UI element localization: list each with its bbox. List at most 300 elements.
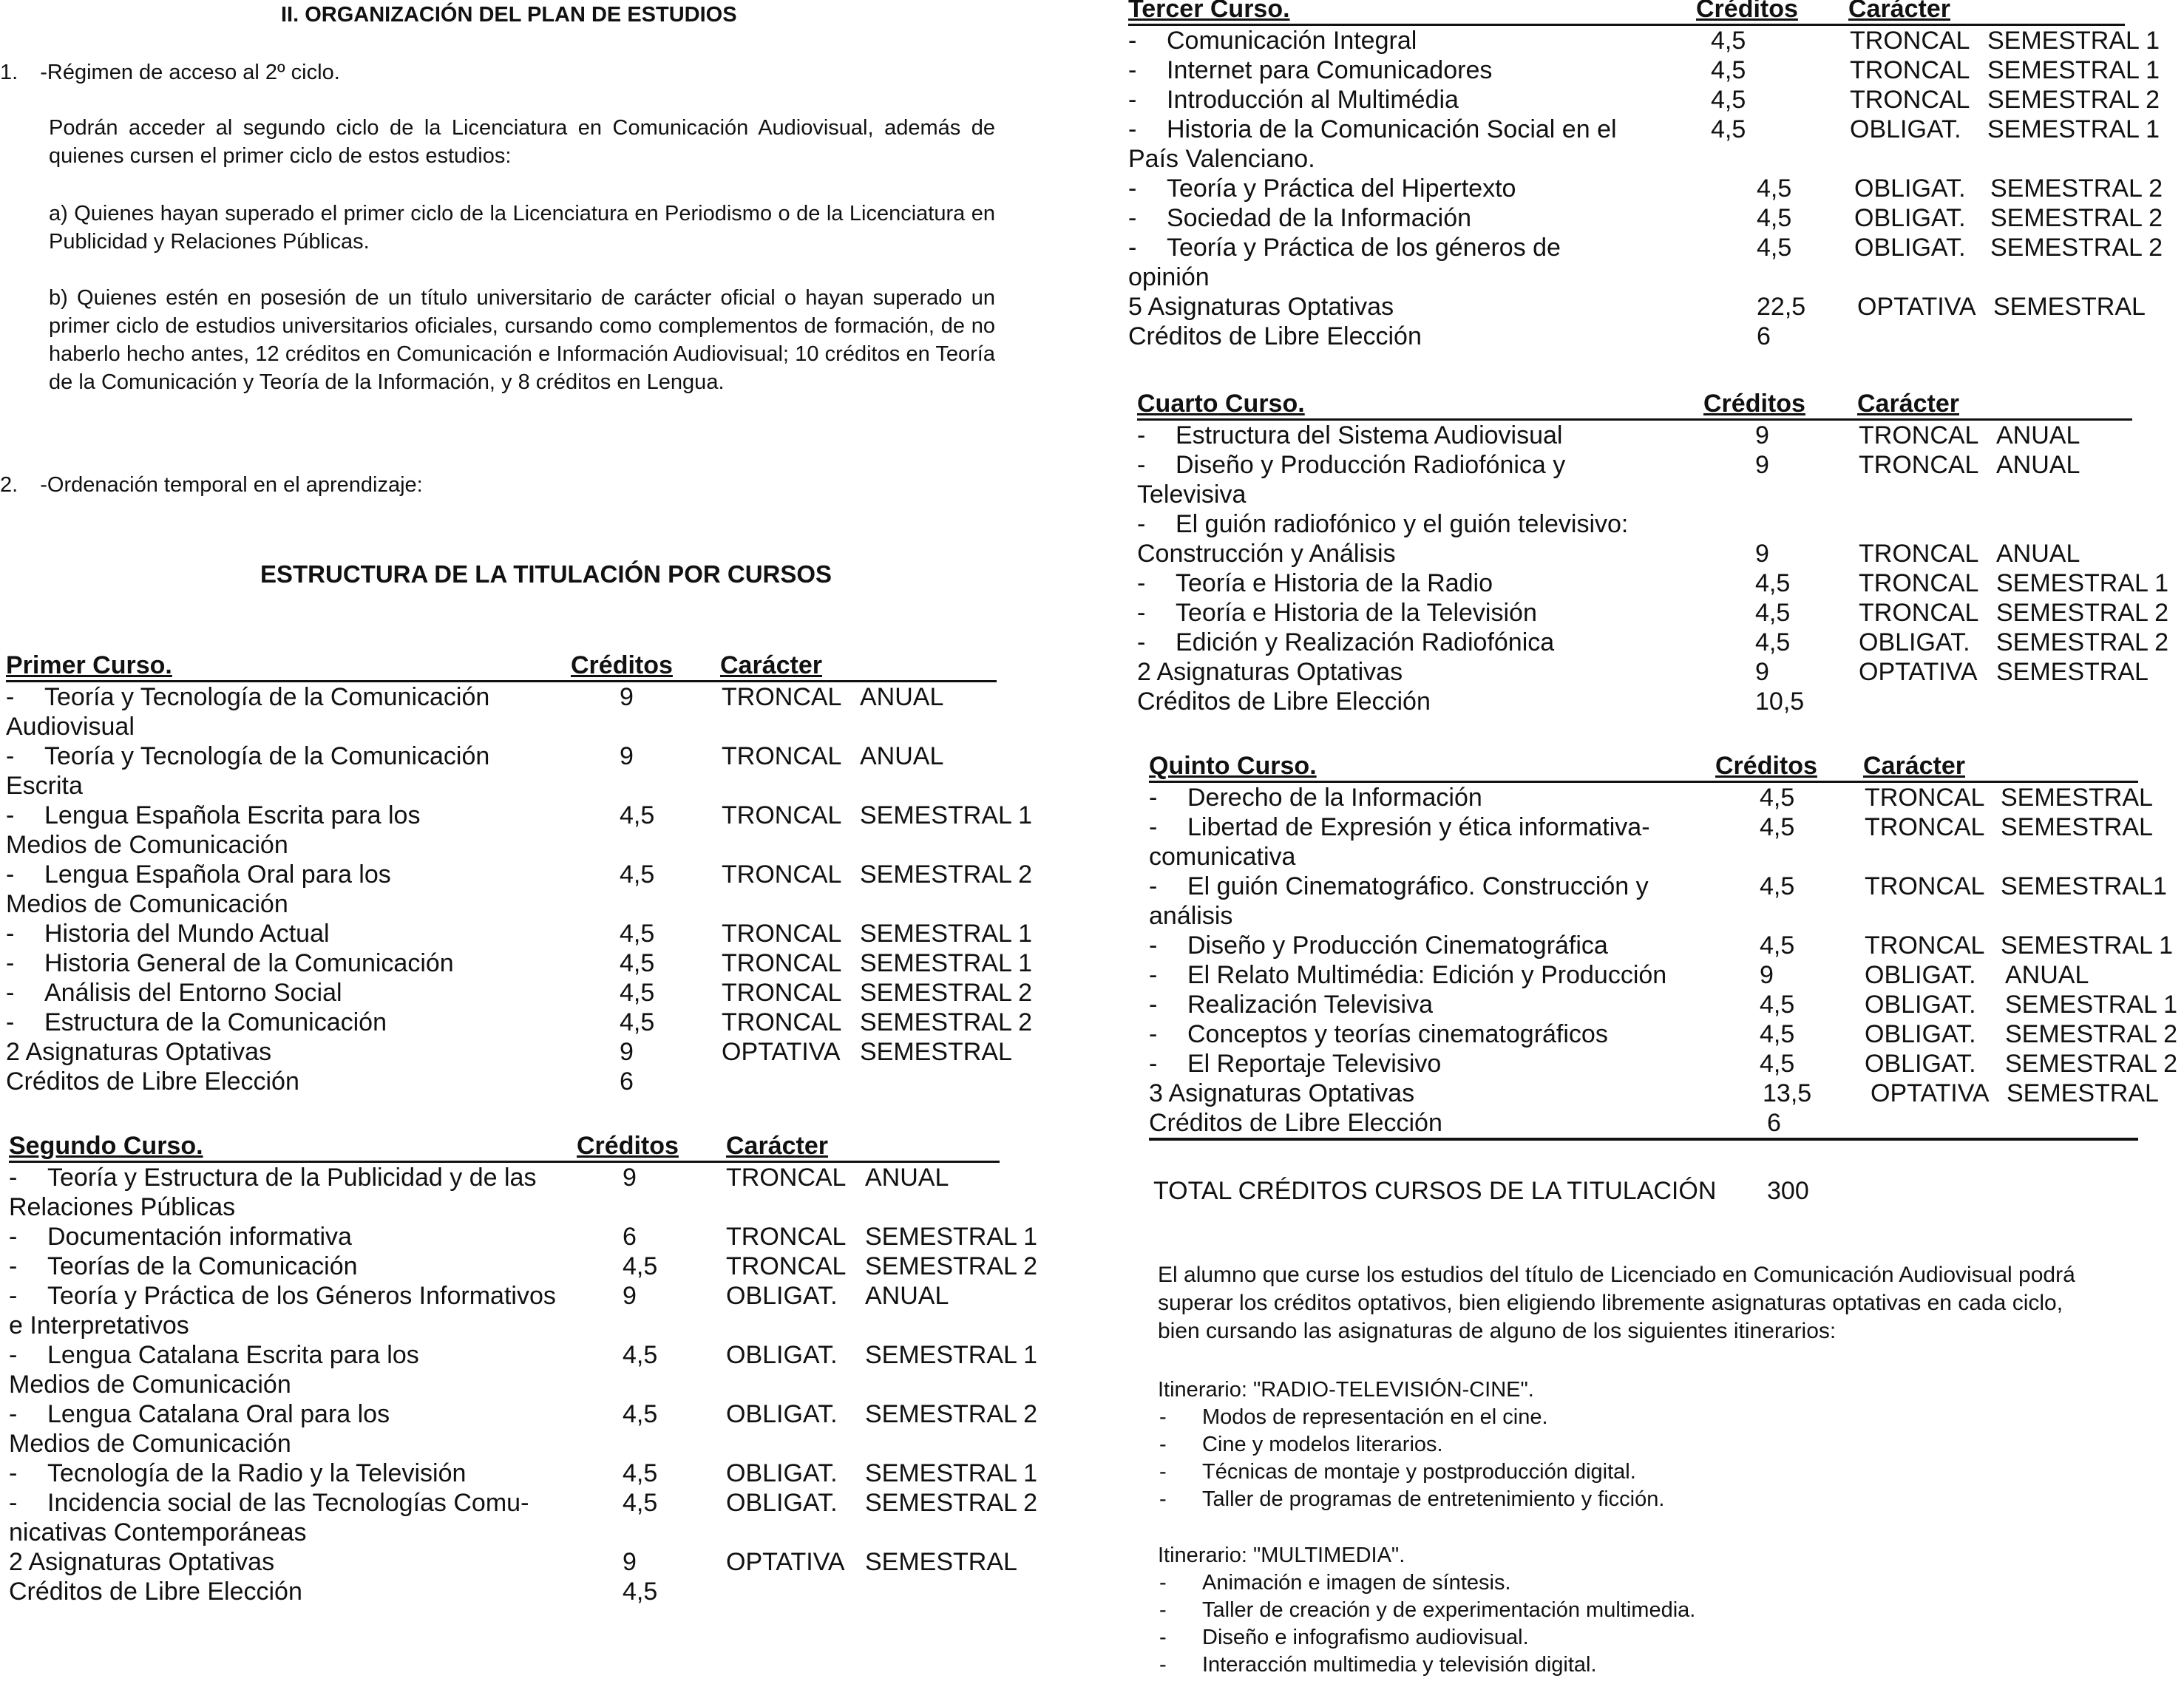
character-header: Carácter <box>1857 390 1959 418</box>
subject-name: Créditos de Libre Elección <box>1128 322 1422 350</box>
row-dash: - <box>9 1282 18 1310</box>
subject-name: Historia del Mundo Actual <box>44 920 330 948</box>
course-row <box>6 741 997 801</box>
course-title: Primer Curso. <box>6 651 172 679</box>
subject-credits: 4,5 <box>1711 115 1746 143</box>
subject-credits: 4,5 <box>620 1008 655 1036</box>
subject-credits: 10,5 <box>1755 687 1805 716</box>
subject-name: 5 Asignaturas Optativas <box>1128 293 1394 321</box>
credits-header: Créditos <box>1703 390 1805 418</box>
subject-name: El guión Cinematográfico. Construcción y <box>1187 872 1649 900</box>
subject-name: Lengua Catalana Oral para los <box>47 1400 390 1428</box>
course-fifth <box>1149 751 2178 1141</box>
subject-character: TRONCAL <box>722 920 842 948</box>
subject-name: El Relato Multimédia: Edición y Producción <box>1187 961 1667 989</box>
course-row <box>1149 990 2178 1019</box>
subject-character: TRONCAL <box>722 949 842 977</box>
course-row <box>1149 1019 2178 1049</box>
item-label: -Régimen de acceso al 2º ciclo. <box>40 61 340 84</box>
course-header <box>1128 0 2125 26</box>
item-number: 2. <box>0 473 18 497</box>
subject-character: TRONCAL <box>1865 931 1985 960</box>
subject-name: Estructura del Sistema Audiovisual <box>1176 421 1563 449</box>
course-row <box>6 948 1033 978</box>
row-dash: - <box>6 979 15 1007</box>
subject-character: OBLIGAT. <box>726 1400 838 1428</box>
subject-name: Conceptos y teorías cinematográficos <box>1187 1020 1608 1048</box>
row-dash: - <box>6 742 15 770</box>
subject-name: Tecnología de la Radio y la Televisión <box>47 1459 467 1487</box>
row-dash: - <box>6 683 15 711</box>
course-row <box>1128 174 2163 203</box>
subject-character: TRONCAL <box>1859 540 1979 568</box>
course-row <box>1128 115 2160 174</box>
subject-character: OBLIGAT. <box>726 1341 838 1369</box>
subject-name: El guión radiofónico y el guión televisivo: <box>1176 510 1629 538</box>
row-dash: - <box>6 801 15 829</box>
itinerary-item: - Taller de programas de entretenimiento y ficción. <box>1158 1486 1664 1513</box>
row-dash: - <box>1137 599 1146 627</box>
row-dash: - <box>9 1252 18 1280</box>
subject-character: TRONCAL <box>1850 56 1970 84</box>
subject-name: 2 Asignaturas Optativas <box>9 1548 275 1576</box>
subject-credits: 4,5 <box>1755 599 1791 627</box>
subject-name: Créditos de Libre Elección <box>6 1067 299 1096</box>
subject-duration: ANUAL <box>2005 961 2089 989</box>
course-row <box>1128 26 2160 55</box>
subject-duration: SEMESTRAL <box>865 1548 1017 1576</box>
subject-name-cont: análisis <box>1149 902 1233 930</box>
row-dash: - <box>1149 1050 1158 1078</box>
row-dash: - <box>1128 115 1137 143</box>
subject-character: TRONCAL <box>726 1164 847 1192</box>
credits-header: Créditos <box>571 651 673 679</box>
subject-duration: SEMESTRAL <box>1996 658 2149 686</box>
course-row <box>9 1252 1038 1281</box>
subject-name: 2 Asignaturas Optativas <box>1137 658 1403 686</box>
subject-name: Teoría e Historia de la Radio <box>1176 569 1493 597</box>
subject-duration: SEMESTRAL 1 <box>2001 931 2174 960</box>
credits-header: Créditos <box>577 1132 679 1160</box>
subject-character: OBLIGAT. <box>1865 991 1976 1019</box>
course-row <box>9 1399 1038 1459</box>
itinerary-item: - Interacción multimedia y televisión digital. <box>1158 1651 1695 1679</box>
character-header: Carácter <box>1848 0 1950 23</box>
subject-character: OPTATIVA <box>1871 1079 1990 1107</box>
subject-duration: SEMESTRAL1 <box>2001 872 2167 900</box>
subject-credits: 9 <box>623 1548 637 1576</box>
row-dash: - <box>1128 174 1137 203</box>
subject-character: TRONCAL <box>722 742 842 770</box>
item-label: -Ordenación temporal en el aprendizaje: <box>40 473 423 497</box>
subject-character: TRONCAL <box>722 860 842 889</box>
subject-credits: 6 <box>1767 1109 1781 1137</box>
subject-credits: 9 <box>1755 451 1769 479</box>
itinerary-item: - Cine y modelos literarios. <box>1158 1431 1664 1459</box>
subject-character: TRONCAL <box>1859 451 1979 479</box>
subject-name-cont: Medios de Comunicación <box>6 890 288 918</box>
subject-credits: 4,5 <box>1760 784 1795 812</box>
course-third <box>1128 0 2163 351</box>
course-row <box>9 1163 1000 1222</box>
course-row <box>9 1459 1038 1488</box>
itinerary-title: Itinerario: "RADIO-TELEVISIÓN-CINE". <box>1158 1378 1534 1402</box>
subject-character: TRONCAL <box>1859 599 1979 627</box>
course-row <box>1137 568 2169 598</box>
subject-duration: ANUAL <box>865 1282 949 1310</box>
access-regime-item <box>0 61 340 85</box>
subject-duration: ANUAL <box>865 1164 949 1192</box>
subject-credits: 4,5 <box>1711 86 1746 114</box>
subject-name-cont: Televisiva <box>1137 481 1247 509</box>
subject-name: Teoría y Práctica de los géneros de <box>1167 234 1561 262</box>
subject-duration: SEMESTRAL 2 <box>1990 234 2163 262</box>
course-header <box>1149 751 2138 783</box>
subject-name-cont: nicativas Contemporáneas <box>9 1518 307 1547</box>
subject-name: El Reportaje Televisivo <box>1187 1050 1442 1078</box>
row-dash: - <box>1128 27 1137 55</box>
subject-character: TRONCAL <box>726 1223 847 1251</box>
subject-credits: 9 <box>623 1282 637 1310</box>
subject-duration: SEMESTRAL 1 <box>1987 27 2160 55</box>
subject-name: Sociedad de la Información <box>1167 204 1472 232</box>
course-row <box>1137 598 2169 628</box>
subject-duration: SEMESTRAL 2 <box>860 860 1033 889</box>
subject-duration: SEMESTRAL 2 <box>865 1400 1038 1428</box>
subject-name: Realización Televisiva <box>1187 991 1433 1019</box>
subject-credits: 9 <box>623 1164 637 1192</box>
subject-credits: 6 <box>1757 322 1771 350</box>
row-dash: - <box>6 920 15 948</box>
access-paragraph-a: a) Quienes hayan superado el primer ciclo de la Licenciatura en Periodismo o de la Licenciatura en Publicidad y Relaciones Públicas. <box>49 202 995 254</box>
course-row <box>6 801 1033 860</box>
course-row <box>9 1340 1038 1399</box>
subject-duration: SEMESTRAL 2 <box>1996 628 2169 656</box>
subject-duration: SEMESTRAL 1 <box>860 920 1033 948</box>
subject-credits: 4,5 <box>1757 234 1792 262</box>
optional-line: El alumno que curse los estudios del título de Licenciado en Comunicación Audiovisual podrá <box>1158 1263 2075 1287</box>
itinerary-list <box>1158 1404 1664 1513</box>
subject-name: Edición y Realización Radiofónica <box>1176 628 1555 656</box>
subject-credits: 9 <box>1760 961 1774 989</box>
subject-character: TRONCAL <box>722 1008 842 1036</box>
subject-credits: 9 <box>1755 540 1769 568</box>
character-header: Carácter <box>726 1132 828 1160</box>
course-row <box>1149 960 2138 990</box>
row-dash: - <box>1149 784 1158 812</box>
subject-name-cont: comunicativa <box>1149 843 1296 871</box>
subject-duration: SEMESTRAL 2 <box>865 1252 1038 1280</box>
subject-credits: 9 <box>1755 658 1769 686</box>
subject-character: TRONCAL <box>726 1252 847 1280</box>
course-row <box>6 860 1033 919</box>
subject-name: Comunicación Integral <box>1167 27 1417 55</box>
row-dash: - <box>1149 872 1158 900</box>
subject-name-cont: Medios de Comunicación <box>6 831 288 859</box>
row-dash: - <box>1128 204 1137 232</box>
itinerary-item: - Taller de creación y de experimentación multimedia. <box>1158 1597 1695 1624</box>
subject-name-cont: Audiovisual <box>6 713 135 741</box>
subject-duration: ANUAL <box>1996 451 2080 479</box>
item-number: 1. <box>0 61 18 84</box>
course-title: Quinto Curso. <box>1149 752 1317 780</box>
subject-character: TRONCAL <box>722 979 842 1007</box>
subject-duration: SEMESTRAL 1 <box>865 1341 1038 1369</box>
row-dash: - <box>1149 1020 1158 1048</box>
subject-name-cont: Escrita <box>6 772 83 800</box>
subject-character: OPTATIVA <box>722 1038 841 1066</box>
subject-name: Lengua Catalana Escrita para los <box>47 1341 419 1369</box>
course-row <box>1137 509 2132 568</box>
subject-character: OPTATIVA <box>1857 293 1976 321</box>
subject-duration: SEMESTRAL 1 <box>860 801 1033 829</box>
subject-duration: SEMESTRAL 1 <box>865 1223 1038 1251</box>
subject-name: Teoría y Práctica de los Géneros Informativos <box>47 1282 556 1310</box>
subject-character: OPTATIVA <box>1859 658 1978 686</box>
subject-duration: SEMESTRAL 1 <box>1987 115 2160 143</box>
itinerary-list <box>1158 1569 1695 1679</box>
subject-name: Derecho de la Información <box>1187 784 1482 812</box>
itinerary-radio-tv-cine <box>1158 1376 1664 1513</box>
course-row <box>9 1281 1000 1340</box>
subject-credits: 4,5 <box>1755 628 1791 656</box>
course-header <box>6 651 997 682</box>
temporal-order-item <box>0 473 423 498</box>
subject-name: Incidencia social de las Tecnologías Comu- <box>47 1489 529 1517</box>
course-row <box>1149 872 2167 931</box>
itinerary-item: - Técnicas de montaje y postproducción digital. <box>1158 1459 1664 1486</box>
subject-credits: 4,5 <box>1760 931 1795 960</box>
subject-duration: ANUAL <box>860 683 944 711</box>
subject-duration: SEMESTRAL 2 <box>860 979 1033 1007</box>
itinerary-title: Itinerario: "MULTIMEDIA". <box>1158 1544 1405 1567</box>
course-row <box>1149 783 2153 812</box>
subject-credits: 4,5 <box>623 1578 658 1606</box>
itinerary-item: - Modos de representación en el cine. <box>1158 1404 1664 1431</box>
course-first <box>6 651 1033 1096</box>
row-dash: - <box>9 1164 18 1192</box>
subject-credits: 9 <box>1755 421 1769 449</box>
subject-credits: 4,5 <box>1760 1020 1795 1048</box>
character-header: Carácter <box>1863 752 1965 780</box>
course-row <box>1128 233 2163 292</box>
subject-credits: 9 <box>620 742 634 770</box>
subject-character: OBLIGAT. <box>1854 234 1966 262</box>
course-row <box>9 1222 1038 1252</box>
subject-credits: 9 <box>620 683 634 711</box>
course-row <box>6 1067 997 1096</box>
course-row <box>1128 55 2160 85</box>
course-row <box>1137 628 2169 657</box>
subject-character: OBLIGAT. <box>1865 1050 1976 1078</box>
subject-name: Estructura de la Comunicación <box>44 1008 387 1036</box>
course-row <box>6 1008 1033 1037</box>
subject-character: TRONCAL <box>722 801 842 829</box>
subject-name: Libertad de Expresión y ética informativa- <box>1187 813 1650 841</box>
subject-name-cont: Medios de Comunicación <box>9 1430 291 1458</box>
row-dash: - <box>1149 991 1158 1019</box>
itinerary-item: - Diseño e infografismo audiovisual. <box>1158 1624 1695 1651</box>
subject-credits: 4,5 <box>620 949 655 977</box>
row-dash: - <box>1137 421 1146 449</box>
subject-duration: ANUAL <box>1996 421 2080 449</box>
course-fourth <box>1137 389 2169 716</box>
subject-character: OBLIGAT. <box>1865 961 1976 989</box>
subject-duration: SEMESTRAL 2 <box>2005 1020 2178 1048</box>
subject-name-cont: Construcción y Análisis <box>1137 540 1396 568</box>
total-value: 300 <box>1767 1177 1809 1205</box>
subject-name-cont: País Valenciano. <box>1128 145 1315 173</box>
subject-credits: 4,5 <box>623 1489 658 1517</box>
subject-character: OBLIGAT. <box>1854 174 1966 203</box>
subject-name-cont: opinión <box>1128 263 1210 291</box>
course-row <box>6 682 997 741</box>
row-dash: - <box>1137 628 1146 656</box>
subject-credits: 4,5 <box>623 1459 658 1487</box>
subject-character: OBLIGAT. <box>726 1459 838 1487</box>
subject-name-cont: e Interpretativos <box>9 1311 189 1340</box>
subject-credits: 4,5 <box>1757 174 1792 203</box>
course-row <box>6 919 1033 948</box>
subject-credits: 6 <box>623 1223 637 1251</box>
subject-character: OBLIGAT. <box>1850 115 1961 143</box>
subject-credits: 22,5 <box>1757 293 1806 321</box>
subject-character: TRONCAL <box>722 683 842 711</box>
course-row <box>1128 203 2163 233</box>
course-row <box>1149 931 2174 960</box>
subject-duration: SEMESTRAL 2 <box>860 1008 1033 1036</box>
subject-credits: 4,5 <box>1760 813 1795 841</box>
subject-credits: 9 <box>620 1038 634 1066</box>
course-header <box>9 1131 1000 1163</box>
itinerary-item: - Animación e imagen de síntesis. <box>1158 1569 1695 1597</box>
itinerary-multimedia <box>1158 1542 1695 1679</box>
course-row <box>1149 812 2153 872</box>
course-row <box>1137 657 2149 687</box>
subject-name: Diseño y Producción Radiofónica y <box>1176 451 1566 479</box>
subject-duration: SEMESTRAL 1 <box>860 949 1033 977</box>
subject-duration: SEMESTRAL 1 <box>865 1459 1038 1487</box>
row-dash: - <box>1137 569 1146 597</box>
subject-credits: 4,5 <box>623 1252 658 1280</box>
course-row <box>9 1547 1017 1577</box>
subject-character: OPTATIVA <box>726 1548 845 1576</box>
subject-character: TRONCAL <box>1850 86 1970 114</box>
subject-character: TRONCAL <box>1865 813 1985 841</box>
subject-duration: ANUAL <box>1996 540 2080 568</box>
subject-character: TRONCAL <box>1850 27 1970 55</box>
subject-name: Documentación informativa <box>47 1223 352 1251</box>
subject-credits: 4,5 <box>1755 569 1791 597</box>
subject-character: TRONCAL <box>1865 872 1985 900</box>
section-title: II. ORGANIZACIÓN DEL PLAN DE ESTUDIOS <box>281 3 737 27</box>
subject-character: OBLIGAT. <box>726 1489 838 1517</box>
optional-line: bien cursando las asignaturas de alguno de los siguientes itinerarios: <box>1158 1319 1837 1343</box>
subject-credits: 4,5 <box>1711 27 1746 55</box>
access-paragraph: Podrán acceder al segundo ciclo de la Licenciatura en Comunicación Audiovisual, además de quienes cursen el primer ciclo de estos estudios: <box>49 116 995 168</box>
optional-line: superar los créditos optativos, bien eligiendo libremente asignaturas optativas en cada ciclo, <box>1158 1291 2063 1315</box>
subject-duration: SEMESTRAL 1 <box>1987 56 2160 84</box>
row-dash: - <box>1128 56 1137 84</box>
subject-duration: SEMESTRAL <box>2007 1079 2159 1107</box>
subject-duration: SEMESTRAL 2 <box>865 1489 1038 1517</box>
subject-name: Teoría y Estructura de la Publicidad y de las <box>47 1164 537 1192</box>
subject-character: TRONCAL <box>1859 569 1979 597</box>
course-row <box>1137 450 2132 509</box>
subject-name: Análisis del Entorno Social <box>44 979 342 1007</box>
access-paragraph-b: b) Quienes estén en posesión de un título universitario de carácter oficial o hayan superado un primer ciclo de estudios universitarios oficiales, cursando como complementos de formación, de no haberlo hecho antes, 12 créditos en Comunicación e Información Audiovisual; 10 créditos en Teoría de la Comunicación y Teoría de la Información, y 8 créditos en Lengua. <box>49 286 995 394</box>
subject-credits: 4,5 <box>1760 991 1795 1019</box>
subject-duration: SEMESTRAL <box>2001 813 2153 841</box>
subject-credits: 4,5 <box>620 979 655 1007</box>
subject-name: Créditos de Libre Elección <box>1137 687 1431 716</box>
total-credits <box>1153 1177 1809 1206</box>
total-label: TOTAL CRÉDITOS CURSOS DE LA TITULACIÓN <box>1153 1177 1717 1205</box>
subject-name: 3 Asignaturas Optativas <box>1149 1079 1415 1107</box>
subject-duration: SEMESTRAL <box>2001 784 2153 812</box>
subject-credits: 4,5 <box>623 1341 658 1369</box>
subject-name-cont: Medios de Comunicación <box>9 1371 291 1399</box>
subject-character: OBLIGAT. <box>1859 628 1970 656</box>
subject-duration: SEMESTRAL 1 <box>2005 991 2178 1019</box>
subject-name: Teoría y Tecnología de la Comunicación <box>44 742 490 770</box>
course-row <box>9 1577 1000 1606</box>
subject-character: OBLIGAT. <box>726 1282 838 1310</box>
row-dash: - <box>1149 931 1158 960</box>
course-header <box>1137 389 2132 421</box>
course-row <box>1128 85 2160 115</box>
optional-credits-paragraph <box>1158 1261 2184 1345</box>
course-row <box>9 1488 1038 1547</box>
subject-credits: 4,5 <box>620 920 655 948</box>
row-dash: - <box>9 1489 18 1517</box>
credits-header: Créditos <box>1696 0 1798 23</box>
course-row <box>1149 1049 2178 1079</box>
subject-credits: 4,5 <box>1757 204 1792 232</box>
character-header: Carácter <box>720 651 822 679</box>
subject-name: Lengua Española Escrita para los <box>44 801 421 829</box>
course-row <box>1137 687 2132 716</box>
subject-character: TRONCAL <box>1865 784 1985 812</box>
subject-name: Lengua Española Oral para los <box>44 860 391 889</box>
row-dash: - <box>1137 510 1146 538</box>
row-dash: - <box>9 1459 18 1487</box>
row-dash: - <box>6 1008 15 1036</box>
course-second <box>9 1131 1038 1606</box>
subject-name: Teoría y Tecnología de la Comunicación <box>44 683 490 711</box>
subject-name: Teoría y Práctica del Hipertexto <box>1167 174 1516 203</box>
subject-name: Historia General de la Comunicación <box>44 949 454 977</box>
subject-credits: 4,5 <box>620 801 655 829</box>
subject-name: Teoría e Historia de la Televisión <box>1176 599 1537 627</box>
subject-name: Diseño y Producción Cinematográfica <box>1187 931 1608 960</box>
subject-duration: SEMESTRAL <box>1993 293 2146 321</box>
course-row <box>1128 322 2125 351</box>
subject-credits: 4,5 <box>1760 872 1795 900</box>
subject-credits: 4,5 <box>1760 1050 1795 1078</box>
row-dash: - <box>1149 961 1158 989</box>
row-dash: - <box>9 1400 18 1428</box>
subject-duration: SEMESTRAL 2 <box>1996 599 2169 627</box>
subject-name-cont: Relaciones Públicas <box>9 1193 236 1221</box>
subject-duration: SEMESTRAL 1 <box>1996 569 2169 597</box>
subject-name: Internet para Comunicadores <box>1167 56 1493 84</box>
course-title: Cuarto Curso. <box>1137 390 1305 418</box>
subject-duration: SEMESTRAL 2 <box>1990 204 2163 232</box>
subject-character: TRONCAL <box>1859 421 1979 449</box>
row-dash: - <box>1149 813 1158 841</box>
subject-credits: 4,5 <box>620 860 655 889</box>
